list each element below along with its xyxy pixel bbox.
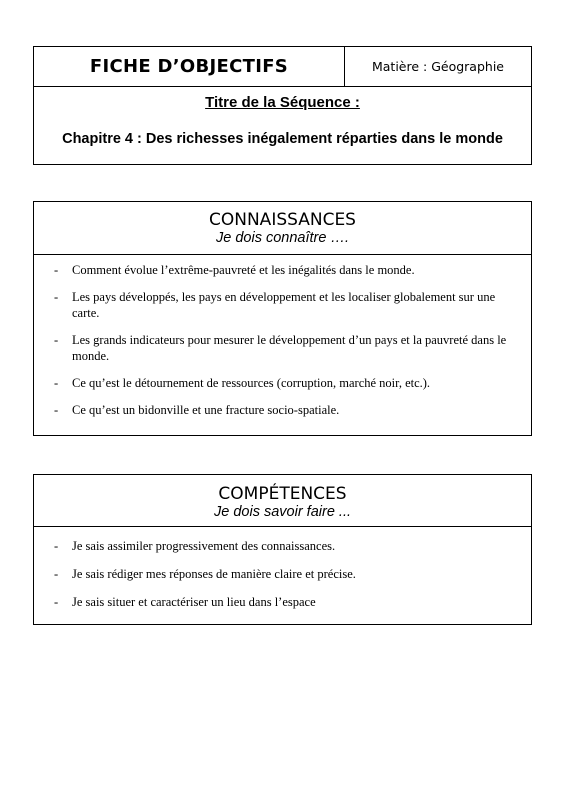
bullet-dash: - — [54, 403, 59, 417]
competences-section — [33, 474, 532, 625]
connaissances-list — [34, 262, 531, 429]
connaissances-section — [33, 201, 532, 436]
chapter-title: Chapitre 4 : Des richesses inégalement réparties dans le monde — [62, 131, 503, 147]
document-title: FICHE D’OBJECTIFS — [34, 47, 345, 86]
list-item — [34, 289, 531, 321]
list-item — [34, 594, 531, 610]
list-item-text: Je sais situer et caractériser un lieu dans l’espace — [72, 595, 316, 609]
competences-subtitle: Je dois savoir faire ... — [214, 504, 351, 520]
subject-label: Matière : Géographie — [371, 59, 504, 74]
list-item — [34, 332, 531, 364]
list-item-text: Je sais rédiger mes réponses de manière claire et précise. — [72, 567, 356, 581]
bullet-dash: - — [54, 263, 59, 277]
bullet-dash: - — [54, 595, 59, 609]
list-item — [34, 538, 531, 554]
bullet-dash: - — [54, 567, 59, 581]
bullet-dash: - — [54, 539, 59, 553]
list-item — [34, 375, 531, 391]
list-item-text: Les grands indicateurs pour mesurer le développement d’un pays et la pauvreté dans le monde. — [72, 333, 507, 363]
list-item-text: Ce qu’est un bidonville et une fracture socio-spatiale. — [72, 403, 340, 417]
competences-title: COMPÉTENCES — [218, 484, 347, 504]
header-top-row — [34, 47, 531, 87]
connaissances-title: CONNAISSANCES — [209, 210, 356, 230]
connaissances-subtitle: Je dois connaître …. — [216, 230, 349, 246]
competences-header — [34, 475, 531, 527]
header-box — [33, 46, 532, 165]
bullet-dash: - — [54, 376, 59, 390]
list-item-text: Ce qu’est le détournement de ressources (corruption, marché noir, etc.). — [72, 376, 431, 390]
bullet-dash: - — [54, 290, 59, 304]
list-item-text: Comment évolue l’extrême-pauvreté et les inégalités dans le monde. — [72, 263, 415, 277]
bullet-dash: - — [54, 333, 59, 347]
competences-list — [34, 538, 531, 622]
list-item — [34, 262, 531, 278]
list-item-text: Les pays développés, les pays en développement et les localiser globalement sur une carte. — [72, 290, 496, 320]
list-item — [34, 566, 531, 582]
list-item — [34, 402, 531, 418]
sequence-label: Titre de la Séquence : — [205, 94, 360, 111]
connaissances-header — [34, 202, 531, 255]
list-item-text: Je sais assimiler progressivement des connaissances. — [72, 539, 336, 553]
